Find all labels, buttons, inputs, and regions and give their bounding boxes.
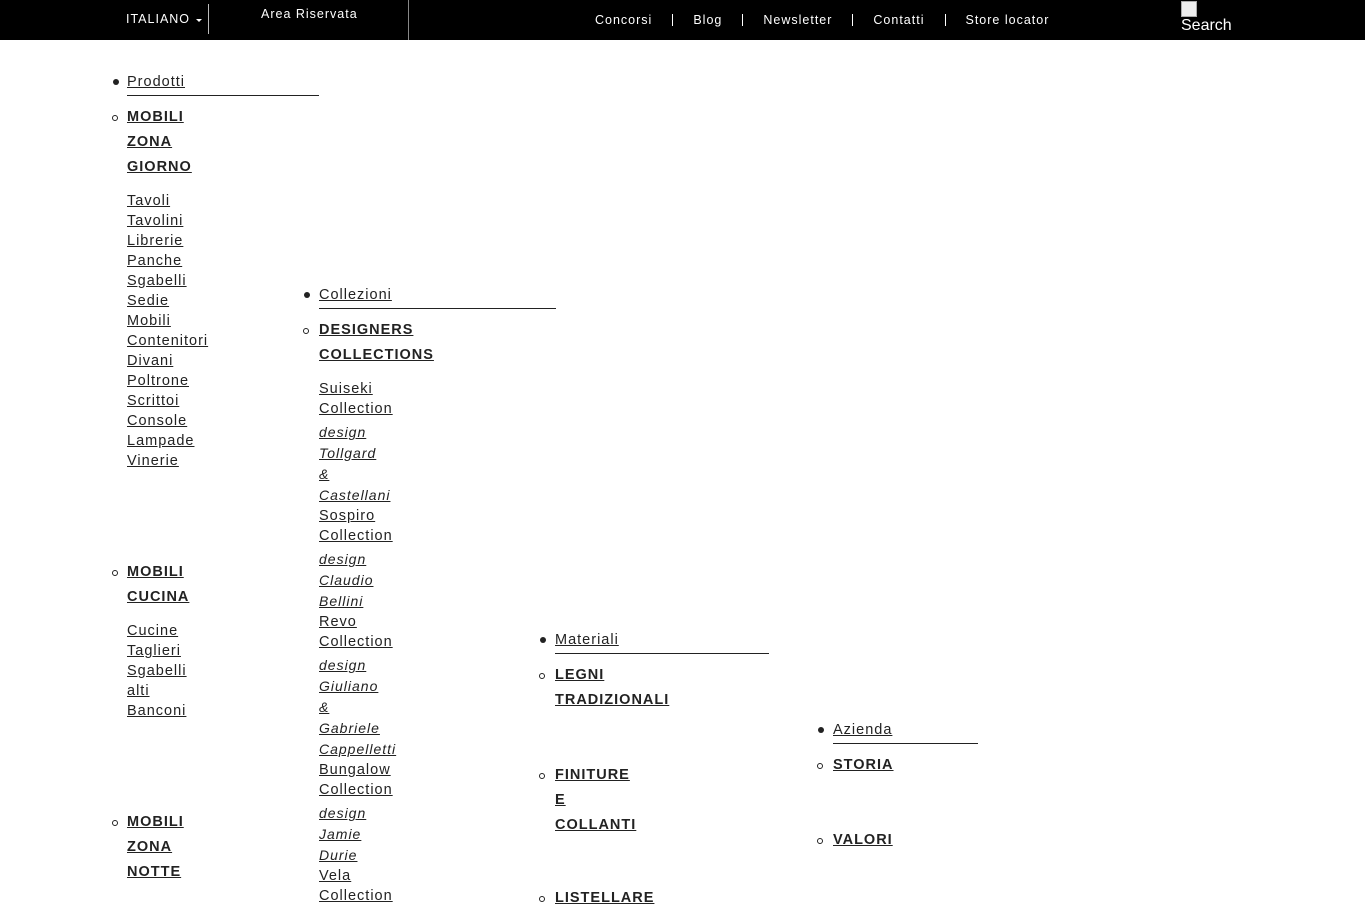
- designer-bungalow[interactable]: design Jamie Durie: [319, 805, 367, 863]
- circle-bullet: [303, 328, 309, 334]
- collection-bungalow[interactable]: Bungalow: [319, 762, 391, 778]
- category-storia[interactable]: STORIA: [833, 757, 894, 773]
- menu-materiali-link[interactable]: Materiali: [555, 632, 619, 648]
- item-banconi[interactable]: Banconi: [127, 703, 187, 719]
- zona-giorno-items: [127, 191, 208, 471]
- circle-bullet: [539, 773, 545, 779]
- collection-vela-2[interactable]: Collection: [319, 888, 393, 904]
- collection-sospiro[interactable]: Sospiro: [319, 508, 376, 524]
- area-riservata-link[interactable]: Area Riservata: [261, 7, 358, 21]
- menu-azienda-link[interactable]: Azienda: [833, 722, 893, 738]
- separator: [742, 14, 743, 26]
- bullet: [304, 292, 310, 298]
- item-panche[interactable]: Panche: [127, 253, 183, 269]
- separator: [945, 14, 946, 26]
- top-link-newsletter[interactable]: Newsletter: [763, 13, 833, 27]
- item-contenitori[interactable]: Contenitori: [127, 333, 209, 349]
- circle-bullet: [112, 820, 118, 826]
- item-scrittoi[interactable]: Scrittoi: [127, 393, 180, 409]
- circle-bullet: [539, 896, 545, 902]
- category-listellare[interactable]: LISTELLARE: [555, 890, 655, 906]
- item-tavoli[interactable]: Tavoli: [127, 193, 171, 209]
- menu-prodotti-link[interactable]: Prodotti: [127, 74, 185, 90]
- circle-bullet: [112, 570, 118, 576]
- item-poltrone[interactable]: Poltrone: [127, 373, 190, 389]
- top-link-concorsi[interactable]: Concorsi: [595, 13, 653, 27]
- category-finiture-e-collanti[interactable]: FINITURE E COLLANTI: [555, 767, 637, 833]
- separator: [672, 14, 673, 26]
- designer-sospiro[interactable]: design Claudio Bellini: [319, 551, 374, 609]
- broken-image-icon: [1181, 1, 1197, 17]
- collections-list: [319, 379, 396, 906]
- underline-rule: [127, 95, 319, 96]
- item-librerie[interactable]: Librerie: [127, 233, 184, 249]
- category-designers-collections[interactable]: DESIGNERS COLLECTIONS: [319, 322, 434, 363]
- top-links: [595, 13, 1049, 27]
- category-valori[interactable]: VALORI: [833, 832, 893, 848]
- circle-bullet: [112, 115, 118, 121]
- collection-revo[interactable]: Revo: [319, 614, 357, 630]
- circle-bullet: [539, 673, 545, 679]
- menu-collezioni-link[interactable]: Collezioni: [319, 287, 392, 303]
- collection-vela[interactable]: Vela: [319, 868, 352, 884]
- underline-rule: [555, 653, 769, 654]
- item-console[interactable]: Console: [127, 413, 188, 429]
- category-mobili-zona-notte[interactable]: MOBILI ZONA NOTTE: [127, 814, 184, 880]
- item-taglieri[interactable]: Taglieri: [127, 643, 181, 659]
- item-vinerie[interactable]: Vinerie: [127, 453, 179, 469]
- item-sgabelli-alti[interactable]: Sgabelli: [127, 663, 187, 679]
- item-divani[interactable]: Divani: [127, 353, 174, 369]
- underline-rule: [319, 308, 556, 309]
- top-link-store-locator[interactable]: Store locator: [965, 13, 1050, 27]
- bullet: [113, 79, 119, 85]
- bullet: [818, 727, 824, 733]
- circle-bullet: [817, 838, 823, 844]
- category-legni-tradizionali[interactable]: LEGNI TRADIZIONALI: [555, 667, 670, 708]
- top-link-contatti[interactable]: Contatti: [873, 13, 925, 27]
- collection-sospiro-2[interactable]: Collection: [319, 528, 393, 544]
- separator: [852, 14, 853, 26]
- bullet: [540, 637, 546, 643]
- circle-bullet: [817, 763, 823, 769]
- search-label: Search: [1181, 17, 1232, 34]
- item-cucine[interactable]: Cucine: [127, 623, 179, 639]
- collection-suiseki[interactable]: Suiseki: [319, 381, 373, 397]
- item-tavolini[interactable]: Tavolini: [127, 213, 184, 229]
- caret-down-icon[interactable]: [196, 19, 202, 22]
- cucina-items: [127, 621, 187, 721]
- divider: [208, 4, 209, 34]
- item-sgabelli-alti-2[interactable]: alti: [127, 683, 150, 699]
- underline-rule: [833, 743, 978, 744]
- item-lampade[interactable]: Lampade: [127, 433, 195, 449]
- category-mobili-zona-giorno[interactable]: MOBILI ZONA GIORNO: [127, 109, 192, 175]
- divider: [408, 0, 409, 40]
- item-sedie[interactable]: Sedie: [127, 293, 170, 309]
- category-mobili-cucina[interactable]: MOBILI CUCINA: [127, 564, 190, 605]
- search-button[interactable]: [1181, 1, 1232, 35]
- top-bar: [0, 0, 1365, 40]
- collection-suiseki-2[interactable]: Collection: [319, 401, 393, 417]
- collection-revo-2[interactable]: Collection: [319, 634, 393, 650]
- designer-suiseki[interactable]: design Tollgard & Castellani: [319, 424, 391, 503]
- item-sgabelli[interactable]: Sgabelli: [127, 273, 187, 289]
- collection-bungalow-2[interactable]: Collection: [319, 782, 393, 798]
- item-mobili[interactable]: Mobili: [127, 313, 171, 329]
- top-link-blog[interactable]: Blog: [693, 13, 723, 27]
- designer-revo[interactable]: design Giuliano & Gabriele Cappelletti: [319, 657, 397, 757]
- language-selector[interactable]: ITALIANO: [126, 12, 191, 26]
